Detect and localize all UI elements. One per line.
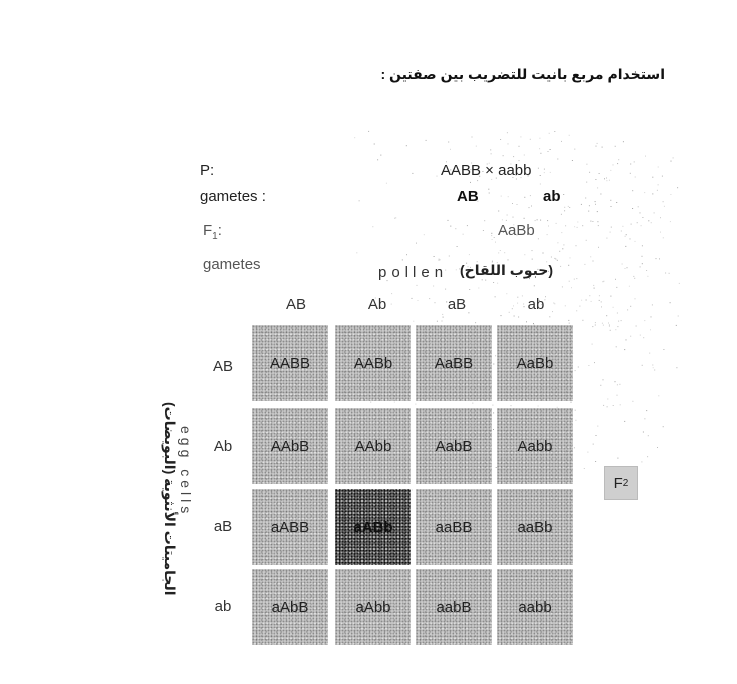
gametes-label: gametes :	[200, 188, 266, 205]
punnett-cell: AABB	[252, 325, 328, 401]
punnett-cell: aABB	[252, 489, 328, 565]
punnett-cell: aabB	[416, 569, 492, 645]
column-header-Ab: Ab	[367, 296, 387, 313]
parent-gamete-2: ab	[543, 188, 561, 205]
punnett-cell: aabb	[497, 569, 573, 645]
egg-cells-label-arabic: الجاميتات الأنثوية (البويضات)	[162, 402, 178, 596]
page-title: استخدام مربع بانيت للتضريب بين صفتين :	[380, 66, 665, 82]
punnett-cell: aaBb	[497, 489, 573, 565]
punnett-cell: Aabb	[497, 408, 573, 484]
punnett-cell: AabB	[416, 408, 492, 484]
column-header-aB: aB	[447, 296, 467, 313]
p-cross-value: AABB × aabb	[441, 162, 532, 179]
f1-value: AaBb	[498, 222, 535, 239]
row-header-AB: AB	[212, 358, 233, 375]
punnett-cell: aaBB	[416, 489, 492, 565]
punnett-cell: AAbB	[252, 408, 328, 484]
parent-gamete-1: AB	[457, 188, 479, 205]
egg-cells-label-english: egg cells	[178, 426, 194, 518]
punnett-cell: AaBB	[416, 325, 492, 401]
punnett-cell: aAbb	[335, 569, 411, 645]
f2-tag: F 2	[604, 466, 638, 500]
punnett-cell-highlighted: aABb	[335, 489, 411, 565]
row-header-ab: ab	[214, 598, 232, 615]
row-header-Ab: Ab	[213, 438, 233, 455]
f1-gametes-label: gametes	[203, 256, 261, 273]
pollen-label: pollen	[378, 264, 449, 281]
row-header-aB: aB	[213, 518, 233, 535]
punnett-cell: AaBb	[497, 325, 573, 401]
punnett-cell: aAbB	[252, 569, 328, 645]
punnett-cell: AABb	[335, 325, 411, 401]
p-label: P:	[200, 162, 215, 179]
punnett-cell: AAbb	[335, 408, 411, 484]
egg-cells-label	[150, 400, 194, 596]
pollen-label-arabic: (حبوب اللقاح)	[460, 262, 554, 278]
column-header-AB: AB	[285, 296, 306, 313]
column-header-ab: ab	[527, 296, 545, 313]
f1-label: $F_1$:	[203, 222, 222, 242]
